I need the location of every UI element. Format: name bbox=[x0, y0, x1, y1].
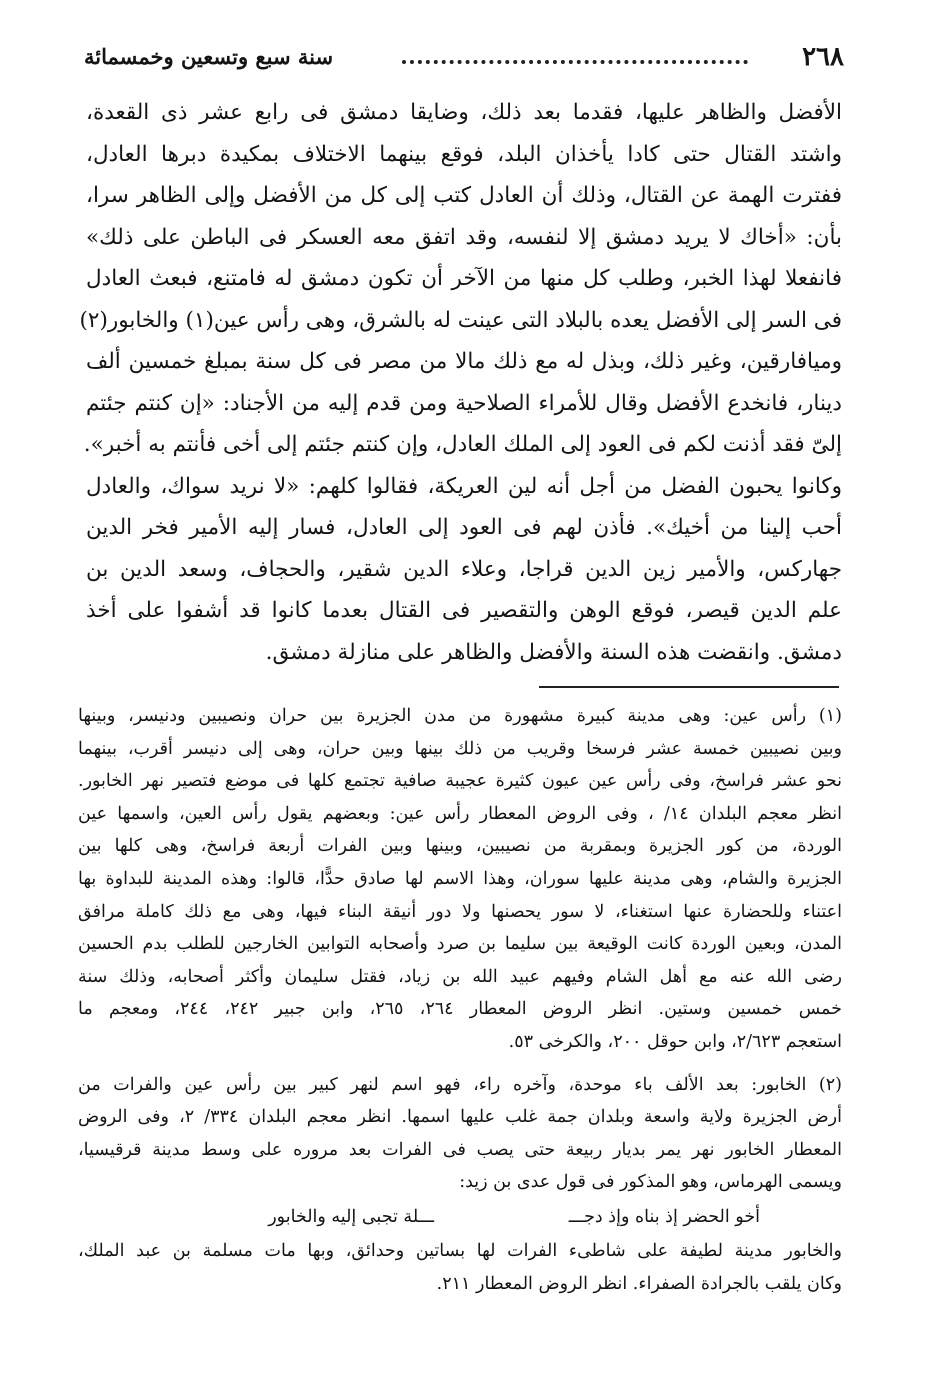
footnote-2 bbox=[78, 1069, 842, 1301]
verse-first-hemistich: أخو الحضر إذ بناه وإذ دجـــ bbox=[568, 1206, 760, 1227]
footnote-line: نحو عشر فراسخ، وفى رأس عين عيون كثيرة عجيبة صافية تجتمع كلها فى موضع فتصير نهر الخابور. bbox=[78, 771, 842, 792]
footnote-line: انظر معجم البلدان ١٤/ ، وفى الروض المعطار رأس عين: وبعضهم يقول رأس العين، واسمها عين bbox=[78, 803, 842, 824]
text-line: فى السر إلى الأفضل يعده بالبلاد التى عينت له بالشرق، وهى رأس عين(١) والخابور(٢) bbox=[79, 307, 842, 333]
text-line: إلىّ فقد أذنت لكم فى العود إلى الملك العادل، وإن كنتم جئتم إلى أخى فأنتم به أخبر». bbox=[83, 432, 842, 457]
text-line: فانفعلا لهذا الخبر، وطلب كل منها من الآخر أن تكون دمشق له فامتنع، فبعث العادل bbox=[86, 266, 842, 291]
footnote-line: ويسمى الهرماس، وهو المذكور فى قول عدى بن زيد: bbox=[459, 1172, 842, 1193]
footnote-line: (٢) الخابور: بعد الألف باء موحدة، وآخره راء، فهو اسم لنهر كبير بين رأس عين والفرات من bbox=[78, 1074, 842, 1095]
main-text bbox=[79, 92, 842, 673]
text-line: بأن: «أخاك لا يريد دمشق إلا لنفسه، وقد اتفق معه العسكر فى الباطن على ذلك» bbox=[86, 224, 842, 250]
text-line: دينار، فانخدع الأفضل وقال للأمراء الصلاحية ومن قدم إليه من الأجناد: «إن كنتم جئتم bbox=[86, 390, 842, 416]
text-line: وميافارقين، وغير ذلك، وبذل له مع ذلك مالا من مصر فى كل سنة بمبلغ خمسين ألف bbox=[86, 349, 842, 374]
text-line: أحب إلينا من أخيك». فأذن لهم فى العود إلى العادل، فسار إليه الأمير فخر الدين bbox=[86, 515, 842, 540]
page-number: ٢٦٨ bbox=[802, 42, 844, 72]
page-header bbox=[84, 38, 844, 88]
footnote-separator bbox=[539, 686, 839, 688]
footnote-line: المعطار الخابور نهر يمر بديار ربيعة حتى يصب فى الفرات بعد مروره على وسط مدينة قرقيسيا، bbox=[78, 1139, 842, 1160]
poetry-verse bbox=[78, 1199, 842, 1235]
text-line: علم الدين قيصر، فوقع الوهن والتقصير فى القتال بعدما كانوا قد أشفوا على أخذ bbox=[86, 598, 842, 623]
verse-second-hemistich: ـــلة تجبى إليه والخابور bbox=[268, 1206, 434, 1227]
footnote-line: (١) رأس عين: وهى مدينة كبيرة مشهورة من مدن الجزيرة بين حران ونصيبين ودنيسر، وبينها bbox=[78, 706, 842, 726]
header-dotted-leader bbox=[402, 50, 748, 64]
footnote-line: المدن، وبعين الوردة كانت الوقيعة بين سليما بن صرد وأصحابه التوابين الخارجين للطلب بدم الحسين bbox=[78, 934, 842, 955]
footnotes bbox=[78, 700, 842, 1300]
footnote-line: الجزيرة والشام، وهى مدينة عليها سوران، وهذا الاسم لها صادق حدًّا، قالوا: وهذه المدينة للبداوة بها bbox=[78, 868, 842, 889]
text-line: جهاركس، والأمير زين الدين قراجا، وعلاء الدين شقير، والحجاف، وسعد الدين بن bbox=[86, 556, 842, 582]
footnote-line: وكان يلقب بالجرادة الصفراء. انظر الروض المعطار ٢١١. bbox=[436, 1273, 842, 1294]
footnote-line: استعجم ٢/٦٢٣، وابن حوقل ٢٠٠، والكرخى ٥٣. bbox=[508, 1031, 842, 1052]
footnote-line: رضى الله عنه مع أهل الشام وفيهم عبيد الله بن زياد، فقتل سليمان وأكثر أصحابه، وذلك سنة bbox=[78, 966, 842, 987]
text-line: دمشق. وانقضت هذه السنة والأفضل والظاهر على منازلة دمشق. bbox=[265, 639, 842, 665]
text-line: واشتد القتال حتى كادا يأخذان البلد، فوقع بينهما الاختلاف بمكيدة دبرها العادل، bbox=[86, 141, 842, 167]
footnote-line: خمس خمسين وستين. انظر الروض المعطار ٢٦٤، ٢٦٥، وابن جبير ٢٤٢، ٢٤٤، ومعجم ما bbox=[78, 999, 842, 1020]
footnote-1 bbox=[78, 700, 842, 1059]
footnote-line: والخابور مدينة لطيفة على شاطىء الفرات لها بساتين وحدائق، وبها مات مسلمة بن عبد الملك، bbox=[78, 1240, 842, 1261]
text-line: الأفضل والظاهر عليها، فقدما بعد ذلك، وضايقا دمشق فى رابع عشر ذى القعدة، bbox=[86, 100, 842, 125]
footnote-line: وبين نصيبين خمسة عشر فرسخا وقريب من ذلك بينها وبين حران، وهى إلى دنيسر أقرب، بينهما bbox=[78, 738, 842, 759]
footnote-line: الوردة، من كور الجزيرة وبمقربة من نصيبين، وبينها وبين الفرات أربعة فراسخ، وهى كلها بين bbox=[78, 836, 842, 857]
running-title: سنة سبع وتسعين وخمسمائة bbox=[84, 44, 334, 69]
footnote-line: أرض الجزيرة ولاية واسعة وبلدان جمة غلب عليها اسمها. انظر معجم البلدان ٣٣٤/ ٢، وفى الروض bbox=[78, 1107, 842, 1128]
text-line: ففترت الهمة عن القتال، وذلك أن العادل كتب إلى كل من الأفضل وإلى الظاهر سرا، bbox=[86, 183, 842, 208]
footnote-line: اعتناء وللحضارة عنها استغناء، لا سور يحصنها ولا دور أنيقة البناء فيها، وهى مع ذلك كاملة مرافق bbox=[78, 901, 842, 922]
text-line: وكانوا يحبون الفضل من أجل أنه لين العريكة، فقالوا كلهم: «لا نريد سواك، والعادل bbox=[86, 473, 842, 499]
